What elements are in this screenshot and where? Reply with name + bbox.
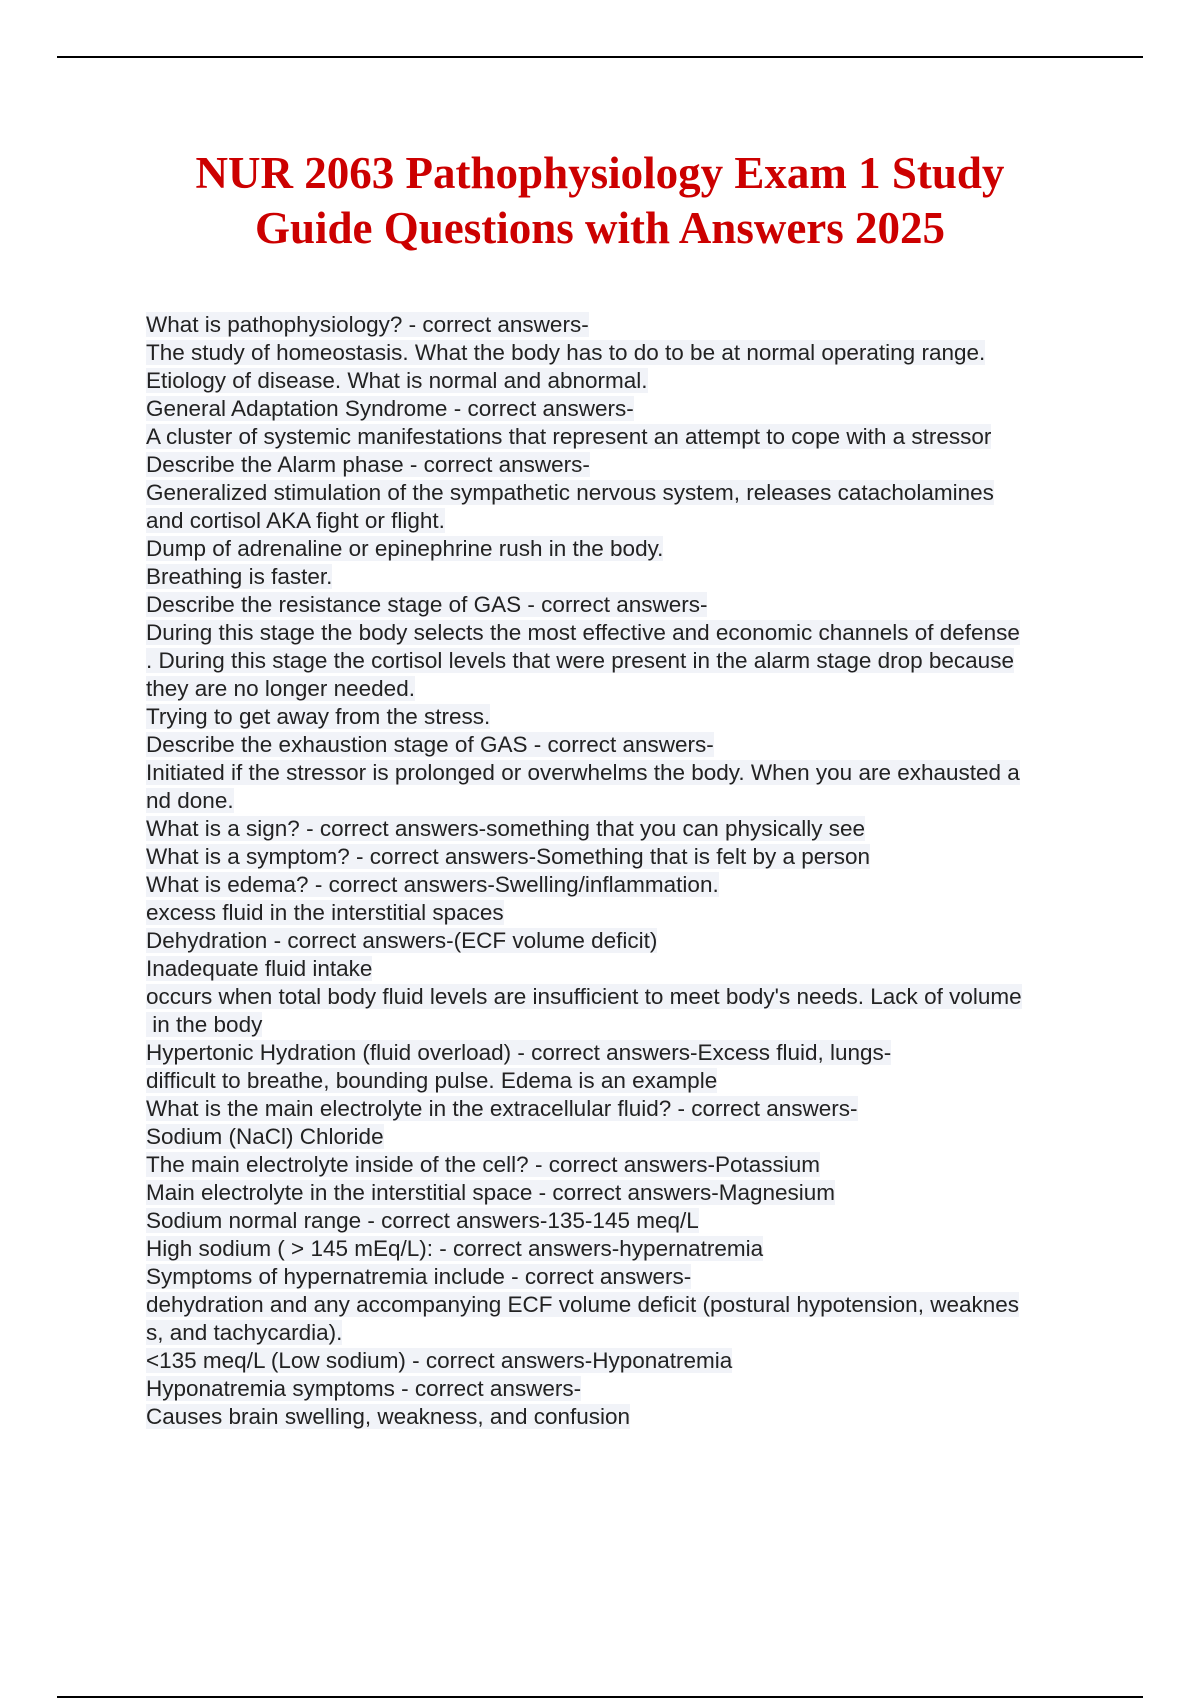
title-line-1: NUR 2063 Pathophysiology Exam 1 Study [195,148,1005,198]
text-line: What is edema? - correct answers-Swelling/inflammation. [146,872,719,897]
text-line: and cortisol AKA fight or flight. [146,508,445,533]
text-line: Sodium (NaCl) Chloride [146,1124,384,1149]
document-title [100,146,1100,256]
text-line: Describe the Alarm phase - correct answers- [146,452,590,477]
text-line: Dehydration - correct answers-(ECF volume deficit) [146,928,658,953]
text-line: difficult to breathe, bounding pulse. Edema is an example [146,1068,718,1093]
text-line: dehydration and any accompanying ECF volume deficit (postural hypotension, weaknes [146,1292,1019,1317]
text-line: The study of homeostasis. What the body has to do to be at normal operating range. [146,340,986,365]
text-line: What is a symptom? - correct answers-Something that is felt by a person [146,844,871,869]
text-line: <135 meq/L (Low sodium) - correct answers-Hyponatremia [146,1348,733,1373]
text-line: Main electrolyte in the interstitial space - correct answers-Magnesium [146,1180,836,1205]
bottom-rule [57,1696,1143,1698]
text-line: in the body [146,1012,263,1037]
text-line: nd done. [146,788,234,813]
study-guide-body [146,311,1146,1431]
text-line: Hypertonic Hydration (fluid overload) - correct answers-Excess fluid, lungs- [146,1040,892,1065]
text-line: occurs when total body fluid levels are insufficient to meet body's needs. Lack of volume [146,984,1022,1009]
text-line: General Adaptation Syndrome - correct answers- [146,396,634,421]
text-line: Breathing is faster. [146,564,333,589]
text-line: The main electrolyte inside of the cell? - correct answers-Potassium [146,1152,821,1177]
text-line: Sodium normal range - correct answers-135-145 meq/L [146,1208,699,1233]
text-line: they are no longer needed. [146,676,415,701]
text-line: Symptoms of hypernatremia include - correct answers- [146,1264,692,1289]
text-line: Describe the exhaustion stage of GAS - correct answers- [146,732,714,757]
text-line: Etiology of disease. What is normal and abnormal. [146,368,648,393]
text-line: What is the main electrolyte in the extracellular fluid? - correct answers- [146,1096,858,1121]
text-line: Trying to get away from the stress. [146,704,491,729]
text-line: What is a sign? - correct answers-something that you can physically see [146,816,866,841]
text-line: . During this stage the cortisol levels that were present in the alarm stage drop because [146,648,1014,673]
text-line: During this stage the body selects the most effective and economic channels of defense [146,620,1020,645]
text-line: Inadequate fluid intake [146,956,373,981]
text-line: Generalized stimulation of the sympathetic nervous system, releases catacholamines [146,480,994,505]
text-line: A cluster of systemic manifestations that represent an attempt to cope with a stressor [146,424,992,449]
text-line: s, and tachycardia). [146,1320,343,1345]
text-line: Causes brain swelling, weakness, and confusion [146,1404,631,1429]
top-rule [57,56,1143,58]
text-line: excess fluid in the interstitial spaces [146,900,504,925]
text-line: Initiated if the stressor is prolonged or overwhelms the body. When you are exhausted a [146,760,1020,785]
text-line: High sodium ( > 145 mEq/L): - correct answers-hypernatremia [146,1236,764,1261]
text-line: What is pathophysiology? - correct answers- [146,312,589,337]
text-line: Hyponatremia symptoms - correct answers- [146,1376,582,1401]
text-line: Describe the resistance stage of GAS - correct answers- [146,592,708,617]
text-line: Dump of adrenaline or epinephrine rush in the body. [146,536,664,561]
title-line-2: Guide Questions with Answers 2025 [254,203,946,253]
